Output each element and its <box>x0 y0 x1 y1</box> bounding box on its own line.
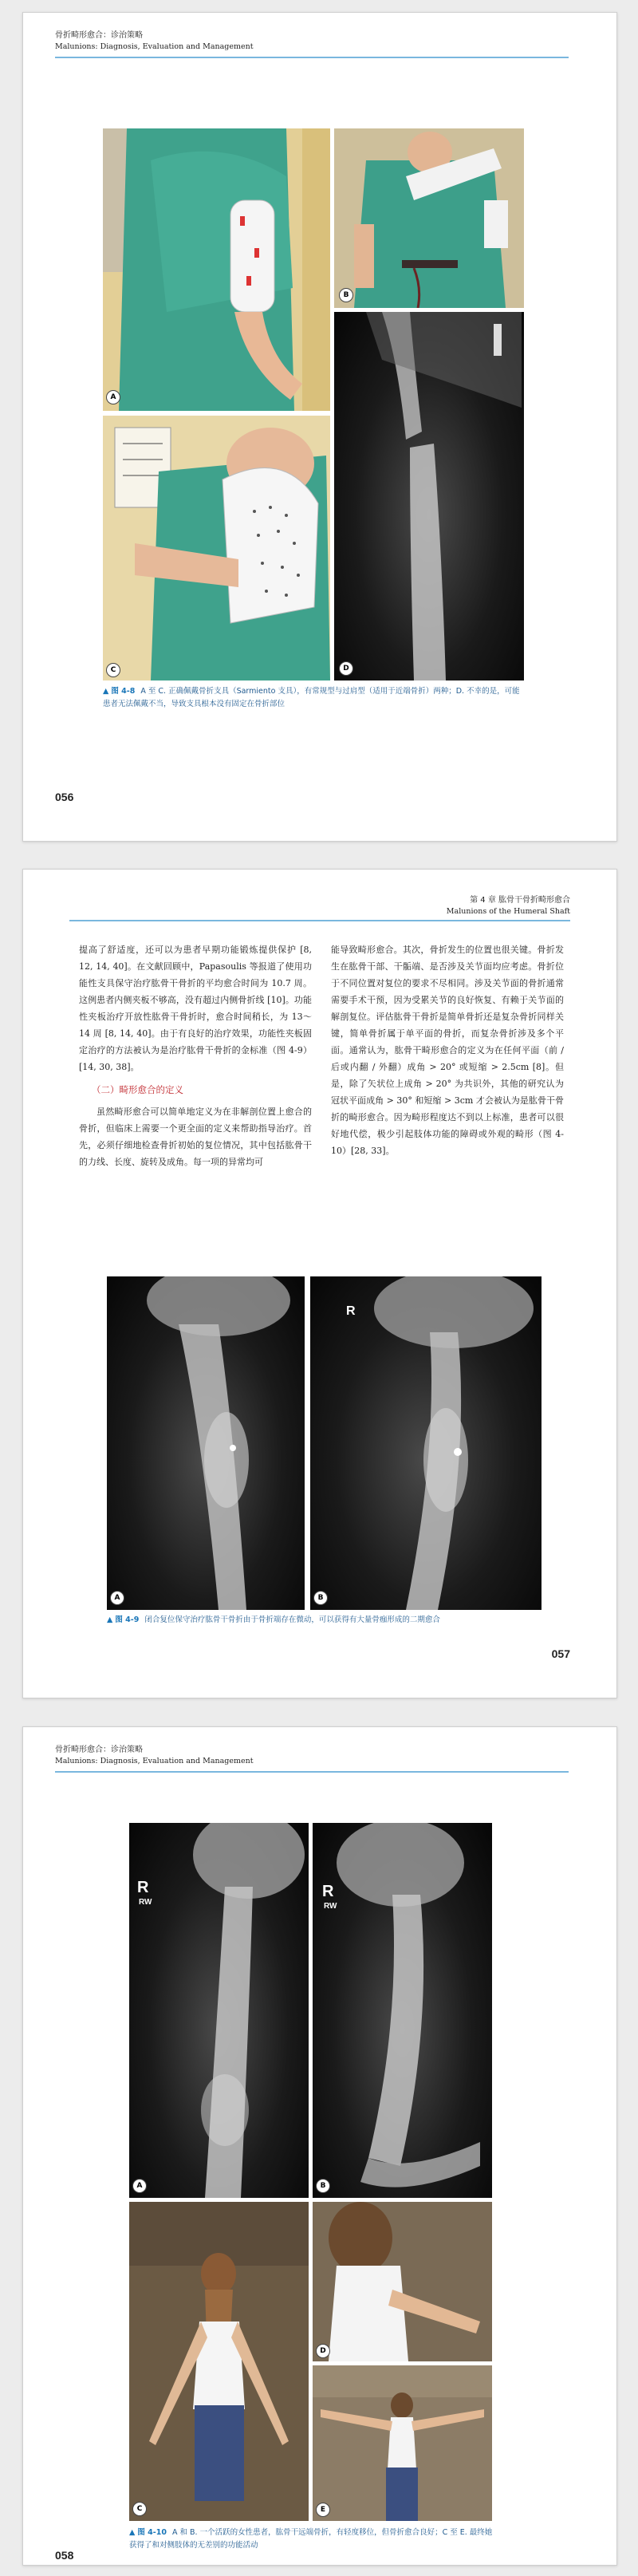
xray-distal-humerus-a <box>129 1823 309 2198</box>
header-rule <box>69 920 570 921</box>
running-head-cn: 骨折畸形愈合：诊治策略 <box>55 31 143 40</box>
caption-text: 闭合复位保守治疗肱骨干骨折由于骨折端存在微动，可以获得有大量骨痂形成的二期愈合 <box>144 1615 440 1624</box>
panel-label: B <box>313 1591 328 1605</box>
figure-number: 图 4-10 <box>137 2528 167 2537</box>
panel-label: D <box>339 661 353 676</box>
panel-label: A <box>110 1591 124 1605</box>
panel-label: E <box>316 2503 330 2517</box>
book-page-057 <box>22 869 617 1698</box>
xray-humerus-fracture <box>334 312 524 680</box>
photo-brace-over-shoulder <box>334 128 524 308</box>
photo-brace-side-view <box>103 128 330 411</box>
panel-label: A <box>106 390 120 404</box>
xray-closed-reduction-b <box>310 1276 542 1610</box>
page-number: 057 <box>551 1647 570 1660</box>
figure-number: 图 4-8 <box>111 687 136 696</box>
side-marker-rw: RW <box>139 1898 152 1907</box>
photo-patient-arms-raised <box>313 2365 492 2521</box>
page-number: 058 <box>55 2549 74 2562</box>
caption-text: A 至 C. 正确佩戴骨折支具（Sarmiento 支具），有常规型与过肩型（适用于近端骨折）两种；D. 不幸的是，可能患者无法佩戴不当，导致支具根本没有固定在骨折部位 <box>103 687 520 708</box>
figure-caption-4-9 <box>107 1614 553 1627</box>
side-marker: R <box>137 1879 149 1896</box>
text-column-right <box>331 941 564 1159</box>
page-number: 056 <box>55 791 74 803</box>
text-column-left <box>79 941 312 1170</box>
photo-patient-elbow-flexion <box>313 2202 492 2361</box>
side-marker-rw: RW <box>324 1902 337 1911</box>
running-head-cn: 骨折畸形愈合：诊治策略 <box>55 1746 143 1754</box>
caption-marker-icon: ▲ <box>103 687 109 696</box>
panel-label: B <box>339 288 353 302</box>
xray-distal-humerus-b <box>313 1823 492 2198</box>
panel-label: B <box>316 2179 330 2193</box>
panel-label: C <box>132 2502 147 2516</box>
paragraph: 提高了舒适度，还可以为患者早期功能锻炼提供保护 [8, 12, 14, 40]。在文献回顾中，Papasoulis 等报道了使用功能性支具保守治疗肱骨干骨折的平均愈合时间为 10.7 周。这例患者内侧夹板不够高，没有超过内侧骨折线 [10]。功能性夹板治疗开放性肱骨干骨折时，愈合时间稍长，为 13～14 周 [8, 14, 40]。由于有良好的治疗效果，功能性夹板固定治疗的方法被认为是治疗肱骨干骨折的金标准（图 4-9）[14, 30, 38]。 <box>79 945 312 1072</box>
running-head-en: Malunions: Diagnosis, Evaluation and Management <box>55 1757 254 1765</box>
photo-brace-perforated <box>103 416 330 680</box>
running-head-en: Malunions of the Humeral Shaft <box>446 907 570 916</box>
panel-label: D <box>316 2344 330 2358</box>
xray-closed-reduction-a <box>107 1276 305 1610</box>
running-head-chapter: 第 4 章 肱骨干骨折畸形愈合 <box>470 896 570 905</box>
caption-text: A 和 B. 一个活跃的女性患者，肱骨干远端骨折，有轻度移位，但骨折愈合良好；C 至 E. 最终她获得了和对侧肢体的无差别的功能活动 <box>129 2528 493 2550</box>
section-heading: （二）畸形愈合的定义 <box>92 1084 183 1095</box>
figure-number: 图 4-9 <box>115 1615 140 1624</box>
side-marker: R <box>346 1304 356 1318</box>
paragraph: 虽然畸形愈合可以简单地定义为在非解剖位置上愈合的骨折，但临床上需要一个更全面的定义来帮助指导治疗。首先，必须仔细地检查骨折初始的复位情况，其中包括肱骨干的力线、长度、旋转及成角。每一项的异常均可 <box>79 1107 312 1167</box>
side-marker: R <box>322 1883 334 1900</box>
figure-caption-4-10 <box>129 2527 496 2552</box>
book-page-056 <box>22 12 617 842</box>
paragraph: 能导致畸形愈合。其次，骨折发生的位置也很关键。骨折发生在肱骨干部、干骺端、是否涉及关节面均应考虑。骨折位于不同位置对复位的要求不尽相同。涉及关节面的骨折通常需要手术干预，因为受累关节的良好恢复、有赖于关节面的解剖复位。评估肱骨干骨折是简单骨折还是复杂骨折同样关键，简单骨折属于单平面的骨折，而复杂骨折涉及多个平面。通常认为，肱骨干畸形愈合的定义为在任何平面（前 / 后或内翻 / 外翻）成角 > 20° 或短缩 > 2.5cm [8]。但是，除了矢状位上成角 > 20° 为共识外，其他的研究认为冠状平面成角 > 30° 和短缩 > 3cm 才会被认为是肱骨干骨折的畸形愈合。因为畸形程度达不到以上标准，患者可以很好地代偿，极少引起肢体功能的障碍或外观的畸形（图 4-10）[28, 33]。 <box>331 945 564 1156</box>
caption-marker-icon: ▲ <box>129 2528 136 2537</box>
caption-marker-icon: ▲ <box>107 1615 113 1624</box>
header-rule <box>55 57 569 58</box>
header-rule <box>55 1771 569 1773</box>
figure-caption-4-8 <box>103 685 526 711</box>
photo-patient-back-arms-abducted <box>129 2202 309 2521</box>
running-head-en: Malunions: Diagnosis, Evaluation and Management <box>55 42 254 51</box>
panel-label: C <box>106 663 120 677</box>
panel-label: A <box>132 2179 147 2193</box>
book-page-058 <box>22 1726 617 2566</box>
